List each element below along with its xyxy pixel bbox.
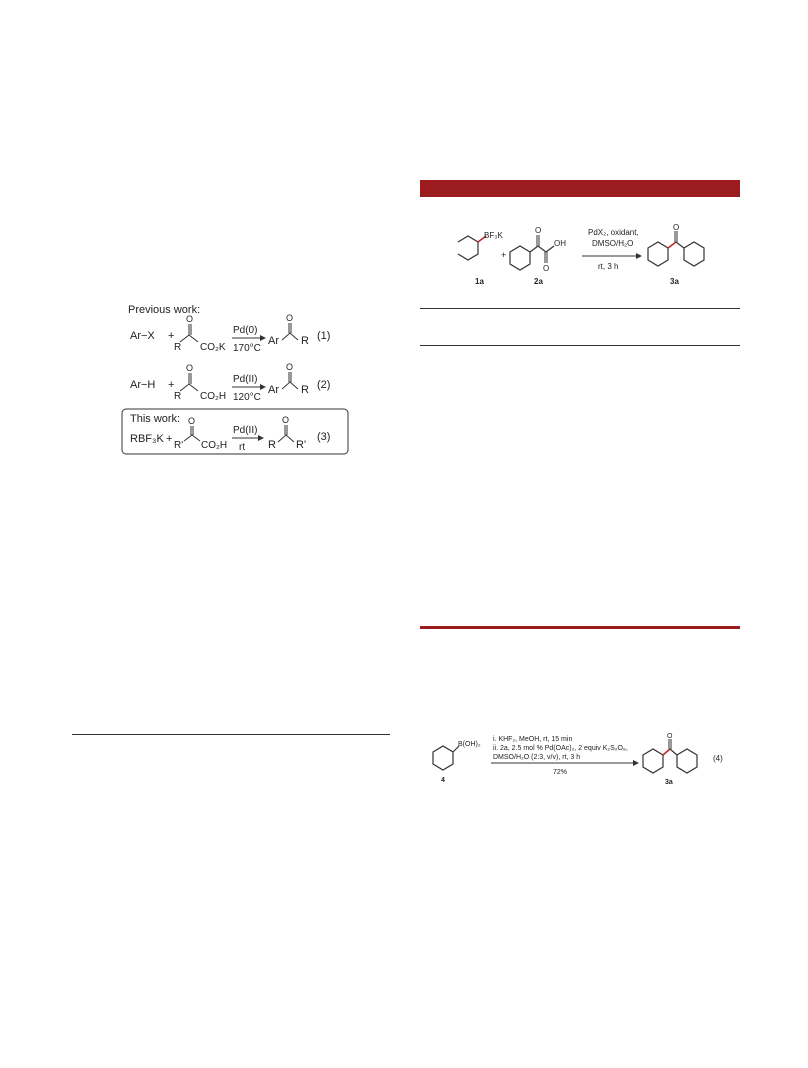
- reaction-2-oxygen: O: [186, 363, 194, 373]
- reaction-2-reagent-tail: CO₂H: [200, 391, 227, 402]
- step-1-conditions: i. KHF₂, MeOH, rt, 15 min: [493, 736, 573, 743]
- reactant-2a-oxygen-top: O: [535, 226, 542, 235]
- reactant-4-label: 4: [441, 777, 445, 784]
- reaction-2-conditions: 120°C: [233, 392, 261, 403]
- table-header-bar: [420, 180, 740, 197]
- reaction-3-number: (3): [317, 431, 331, 443]
- reaction-3-conditions: rt: [239, 442, 246, 453]
- scheme-1: [110, 298, 370, 463]
- reactant-4-structure: [433, 741, 481, 784]
- reaction-3-product-left: R: [268, 439, 276, 451]
- reaction-1-conditions: 170°C: [233, 343, 261, 354]
- product-3a-label-2: 3a: [665, 779, 673, 786]
- table-scheme-plus: +: [501, 250, 507, 260]
- product-3a-structure: [648, 223, 704, 286]
- reaction-1-catalyst: Pd(0): [233, 325, 258, 336]
- table-top-rule: [420, 308, 740, 309]
- reaction-1-oxygen: O: [186, 314, 194, 324]
- reactant-4-group: B(OH)₂: [458, 741, 481, 748]
- reaction-2-product-right: R: [301, 384, 309, 396]
- reactant-2a-label: 2a: [534, 277, 543, 286]
- table-bottom-bar: [420, 626, 740, 629]
- product-3a-oxygen: O: [673, 223, 680, 232]
- table-conditions: rt, 3 h: [598, 262, 619, 271]
- table-scheme: [448, 222, 730, 292]
- reaction-1-plus: +: [168, 330, 175, 342]
- reactant-1a-group: BF₃K: [484, 231, 503, 240]
- reaction-2: [130, 362, 330, 403]
- reaction-1-number: (1): [317, 330, 331, 342]
- reactant-1a-structure: [458, 231, 503, 286]
- equation-number-4: (4): [713, 754, 723, 763]
- reaction-3-oxygen: O: [188, 416, 196, 426]
- reaction-2-number: (2): [317, 379, 331, 391]
- reaction-1-reagent-r: R: [174, 342, 182, 353]
- reaction-yield: 72%: [553, 769, 568, 776]
- reaction-1: [130, 313, 330, 354]
- reaction-1-product-left: Ar: [268, 335, 279, 347]
- reaction-3-reagent-tail: CO₂H: [201, 440, 228, 451]
- step-3-conditions: DMSO/H₂O (2:3, v/v), rt, 3 h: [493, 754, 581, 761]
- reactant-2a-group: OH: [554, 239, 566, 248]
- reaction-2-reagent-r: R: [174, 391, 182, 402]
- reaction-1-product-oxygen: O: [286, 313, 294, 323]
- reaction-3-plus: +: [166, 433, 173, 445]
- reaction-3-reactant: RBF₃K: [130, 433, 164, 445]
- table-header-rule: [420, 345, 740, 346]
- reaction-3-product-right: R': [296, 439, 307, 451]
- reactant-2a-oxygen-bottom: O: [543, 264, 550, 273]
- table-reagents-line1: PdX₂, oxidant,: [588, 228, 639, 237]
- product-3a-label: 3a: [670, 277, 679, 286]
- reactant-1a-label: 1a: [475, 277, 484, 286]
- this-work-label: This work:: [130, 413, 181, 425]
- footnote-rule: [72, 734, 390, 735]
- previous-work-label: Previous work:: [128, 304, 201, 316]
- product-3a-structure-2: [643, 733, 697, 786]
- reaction-2-catalyst: Pd(II): [233, 374, 258, 385]
- reaction-2-product-oxygen: O: [286, 362, 294, 372]
- reaction-2-reactant: Ar−H: [130, 379, 156, 391]
- reaction-3-product-oxygen: O: [282, 415, 290, 425]
- reaction-2-plus: +: [168, 379, 175, 391]
- step-2-conditions: ii. 2a, 2.5 mol % Pd(OAc)₂, 2 equiv K₂S₂O₈,: [493, 745, 628, 752]
- reaction-2-product-left: Ar: [268, 384, 279, 396]
- product-3a-oxygen-2: O: [667, 733, 673, 740]
- scheme-2: [425, 728, 745, 786]
- reaction-1-reactant: Ar−X: [130, 330, 155, 342]
- reactant-2a-structure: [510, 226, 566, 286]
- reaction-1-product-right: R: [301, 335, 309, 347]
- reaction-3-reagent-r: R': [174, 440, 184, 451]
- table-reagents-line2: DMSO/H₂O: [592, 239, 634, 248]
- reaction-3-catalyst: Pd(II): [233, 425, 258, 436]
- reaction-1-reagent-tail: CO₂K: [200, 342, 226, 353]
